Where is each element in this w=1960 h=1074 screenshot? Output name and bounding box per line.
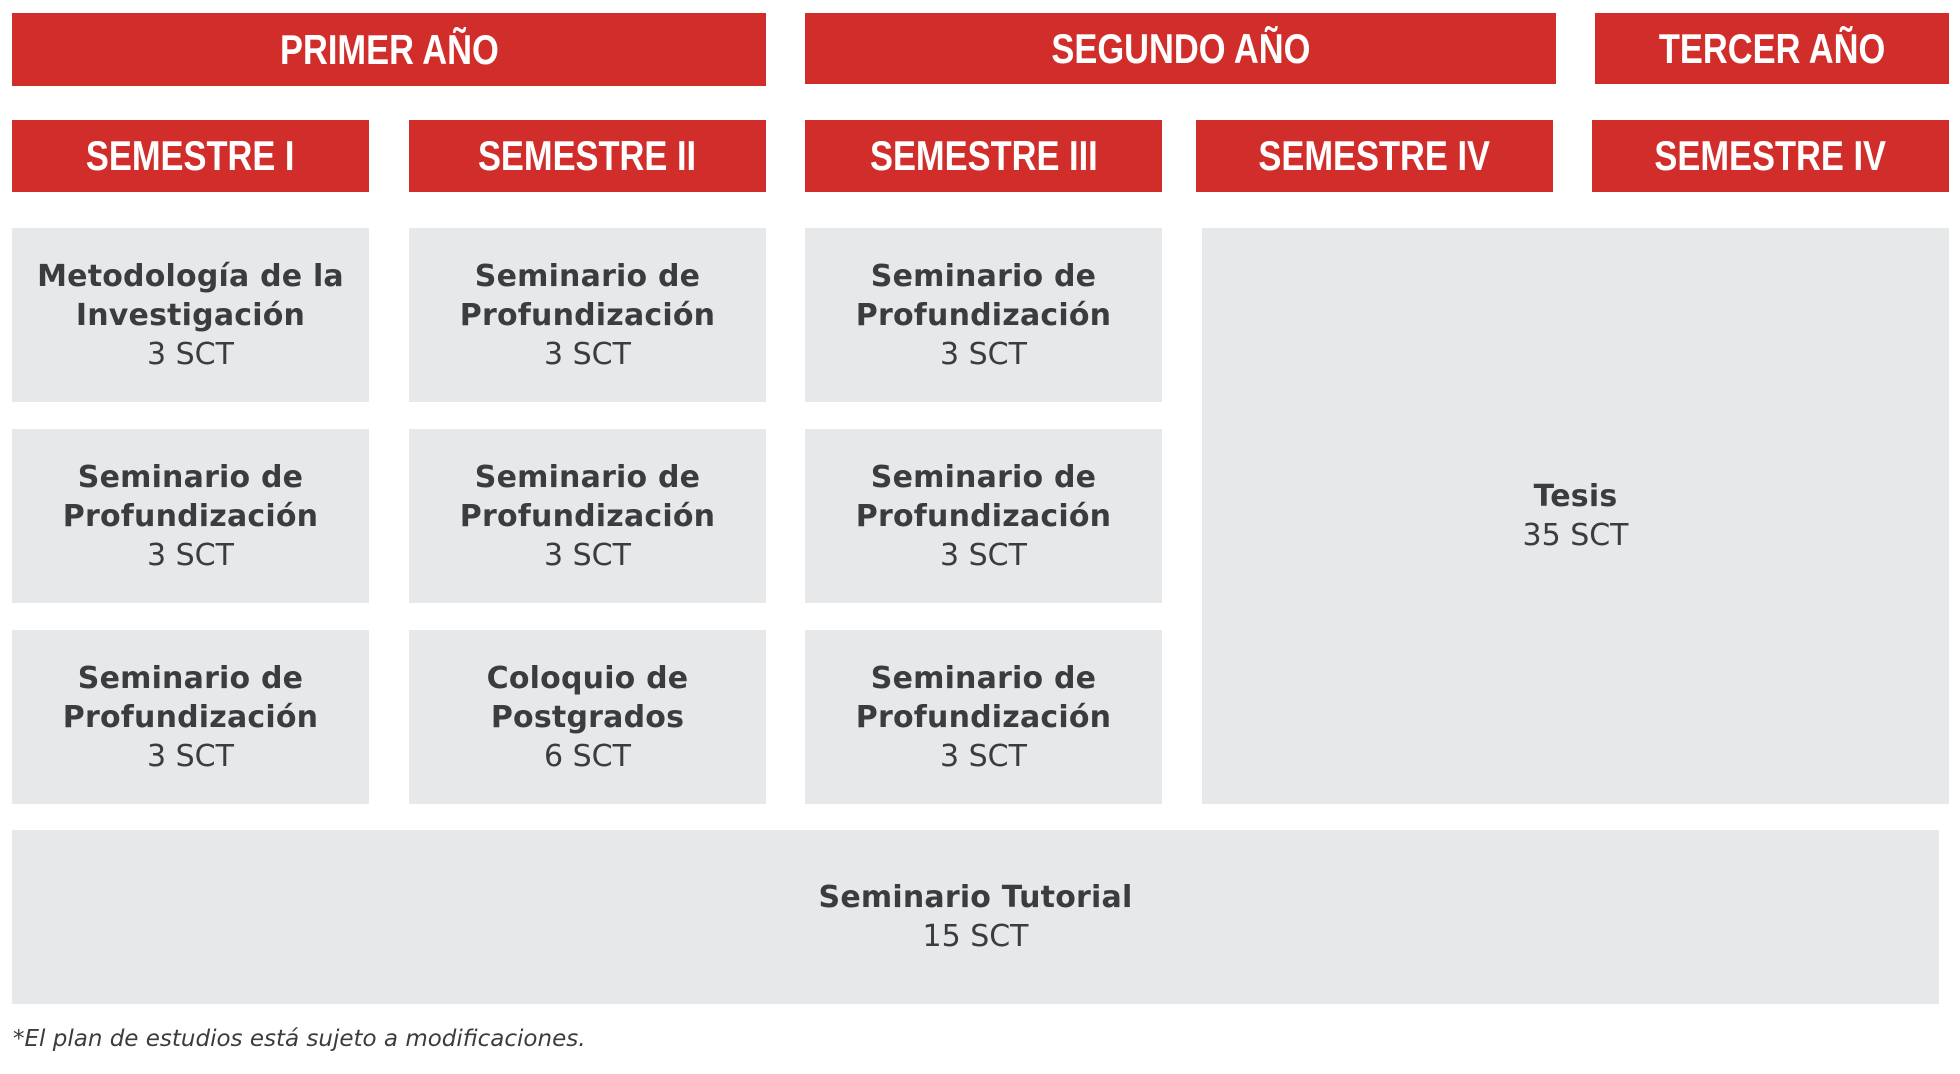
course-cell-seminario: [805, 630, 1162, 804]
year-header-second-label: SEGUNDO AÑO: [1051, 24, 1310, 72]
footnote: *El plan de estudios está sujeto a modificaciones.: [13, 1026, 586, 1052]
course-cell-coloquio: [409, 630, 766, 804]
course-credits: 3 SCT: [940, 738, 1027, 774]
course-credits: 3 SCT: [147, 537, 234, 573]
course-title-line2: Profundización: [62, 699, 319, 735]
course-title-line1: Metodología de la: [37, 258, 344, 294]
course-cell-tesis: [1202, 228, 1949, 804]
year-header-first-label: PRIMER AÑO: [279, 25, 499, 73]
course-credits: 35 SCT: [1522, 518, 1629, 553]
course-cell-seminario: [409, 228, 766, 402]
semester-header-1: [12, 120, 369, 192]
course-title-line1: Seminario de: [77, 459, 304, 495]
year-header-first: [12, 13, 766, 86]
course-title-line1: Seminario de: [474, 459, 701, 495]
course-title-line2: Profundización: [459, 297, 716, 333]
course-credits: 3 SCT: [544, 336, 631, 372]
course-cell-seminario: [409, 429, 766, 603]
course-credits: 3 SCT: [544, 537, 631, 573]
course-title: Tesis: [1533, 479, 1618, 514]
course-cell-seminario: [12, 630, 369, 804]
semester-header-3: [805, 120, 1162, 192]
semester-header-4b: [1592, 120, 1949, 192]
semester-header-2: [409, 120, 766, 192]
course-title-line2: Profundización: [855, 297, 1112, 333]
course-title-line2: Profundización: [62, 498, 319, 534]
course-title-line2: Profundización: [855, 699, 1112, 735]
course-title-line1: Coloquio de: [486, 660, 689, 696]
year-header-third-label: TERCER AÑO: [1658, 24, 1886, 72]
course-credits: 3 SCT: [940, 336, 1027, 372]
course-title-line2: Investigación: [75, 297, 306, 333]
course-credits: 3 SCT: [147, 738, 234, 774]
course-credits: 6 SCT: [544, 738, 631, 774]
course-cell-seminario: [805, 228, 1162, 402]
course-cell-seminario: [805, 429, 1162, 603]
course-credits: 3 SCT: [147, 336, 234, 372]
semester-header-3-label: SEMESTRE III: [869, 132, 1098, 179]
semester-header-4a-label: SEMESTRE IV: [1258, 132, 1491, 179]
course-title-line2: Profundización: [855, 498, 1112, 534]
course-title-line2: Profundización: [459, 498, 716, 534]
course-cell-seminario: [12, 429, 369, 603]
course-title-line1: Seminario de: [474, 258, 701, 294]
course-cell-tutorial: [12, 830, 1939, 1004]
course-title: Seminario Tutorial: [818, 880, 1133, 915]
year-header-second: [805, 13, 1556, 84]
course-title-line1: Seminario de: [870, 258, 1097, 294]
semester-header-4a: [1196, 120, 1553, 192]
course-title-line2: Postgrados: [490, 699, 685, 735]
course-title-line1: Seminario de: [870, 459, 1097, 495]
course-title-line1: Seminario de: [77, 660, 304, 696]
course-credits: 3 SCT: [940, 537, 1027, 573]
course-title-line1: Seminario de: [870, 660, 1097, 696]
semester-header-2-label: SEMESTRE II: [478, 132, 697, 179]
semester-header-1-label: SEMESTRE I: [86, 132, 295, 179]
course-credits: 15 SCT: [922, 919, 1029, 954]
course-cell-metodologia: [12, 228, 369, 402]
semester-header-4b-label: SEMESTRE IV: [1654, 132, 1887, 179]
year-header-third: [1595, 13, 1949, 84]
